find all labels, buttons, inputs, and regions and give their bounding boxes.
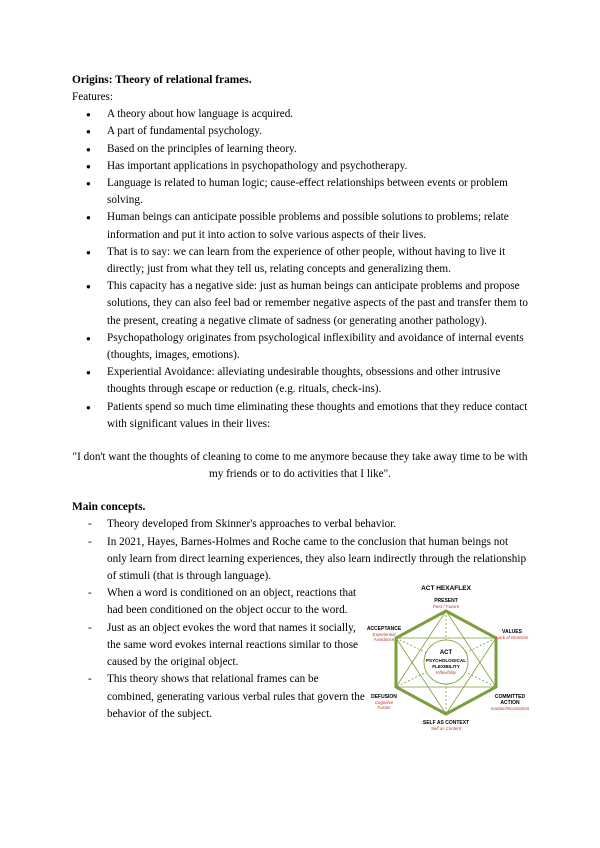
list-item: ● A part of fundamental psychology. xyxy=(72,123,528,140)
node-committed-label2: ACTION xyxy=(500,700,520,706)
list-item: ● Language is related to human logic; cause-effect relationships between events or problem solving. xyxy=(72,175,528,209)
list-item: - This theory shows that relational frames can be combined, generating various verbal rules that govern the behavior of the subject. xyxy=(72,671,365,723)
list-item: - Theory developed from Skinner's approaches to verbal behavior. xyxy=(72,516,528,533)
list-item: - In 2021, Hayes, Barnes-Holmes and Roche came to the conclusion that human beings not only learn from direct learning experiences, they also learn indirectly through the relationship of stimuli (that is through language). xyxy=(72,534,528,586)
node-values-label: VALUES xyxy=(502,629,522,635)
act-hexaflex-diagram xyxy=(360,580,532,736)
list-item: ● Human beings can anticipate possible problems and possible solutions to problems; relate information and put it into action to solve various aspects of their lives. xyxy=(72,209,528,243)
list-item: ● Patients spend so much time eliminating these thoughts and emotions that they reduce contact with significant values in their lives: xyxy=(72,399,528,433)
concepts-list xyxy=(72,516,528,585)
node-self-sub: Self as Content xyxy=(430,726,462,731)
center-line2: FLEXIBILITY xyxy=(432,664,460,669)
node-values-sub: Lack of Direction xyxy=(495,635,529,640)
section-title-origins: Origins: Theory of relational frames. xyxy=(72,74,252,86)
node-committed-label: COMMITTED xyxy=(494,694,526,700)
list-item: ● Psychopathology originates from psychological inflexibility and avoidance of internal events (thoughts, images, emotions). xyxy=(72,330,528,364)
list-item: ● A theory about how language is acquired. xyxy=(72,106,528,123)
features-label: Features: xyxy=(72,91,114,103)
list-item: ● That is to say: we can learn from the experience of other people, without having to live it directly; just from what they tell us, relating concepts and generalizing them. xyxy=(72,244,528,278)
node-acceptance-label: ACCEPTANCE xyxy=(366,626,402,632)
center-sub: Inflexibility xyxy=(435,670,457,675)
node-defusion-label: DEFUSION xyxy=(371,694,397,700)
node-acceptance-sub: Experiential xyxy=(372,632,396,637)
center-line1: PSYCHOLOGICAL xyxy=(425,658,467,663)
list-item: ● This capacity has a negative side: just as human beings can anticipate problems and propose solutions, they can also feel bad or remember negative aspects of the past and transfer them to the present, creating a negative climate of sadness (or generating another pathology). xyxy=(72,278,528,330)
node-committed-sub: Inaction/Inconsistent xyxy=(490,706,530,711)
center-title: ACT xyxy=(439,650,453,656)
node-defusion-sub: Cognitive xyxy=(374,700,394,705)
node-defusion-sub2: Fusion xyxy=(377,705,391,710)
node-self-label: SELF AS CONTEXT xyxy=(422,720,470,726)
list-item: ● Has important applications in psychopathology and psychotherapy. xyxy=(72,158,528,175)
node-present-label: PRESENT xyxy=(434,598,458,604)
list-item: ● Based on the principles of learning theory. xyxy=(72,141,528,158)
patient-quote: "I don't want the thoughts of cleaning to come to me anymore because they take away time to be with my friends or to do activities that I like". xyxy=(72,451,528,481)
node-acceptance-sub2: Avoidance xyxy=(373,637,395,642)
list-item: - When a word is conditioned on an object, reactions that had been conditioned on the object occur to the word. xyxy=(72,585,365,619)
list-item: - Just as an object evokes the word that names it socially, the same word evokes internal reactions similar to those caused by the original object. xyxy=(72,620,365,672)
features-list xyxy=(72,106,528,433)
node-present-sub: Past / Future xyxy=(432,604,460,609)
section-title-main-concepts: Main concepts. xyxy=(72,501,146,514)
hexaflex-title: ACT HEXAFLEX xyxy=(421,585,471,592)
list-item: ● Experiential Avoidance: alleviating undesirable thoughts, obsessions and other intrusive thoughts through escape or reduction (e.g. rituals, check-ins). xyxy=(72,364,528,398)
